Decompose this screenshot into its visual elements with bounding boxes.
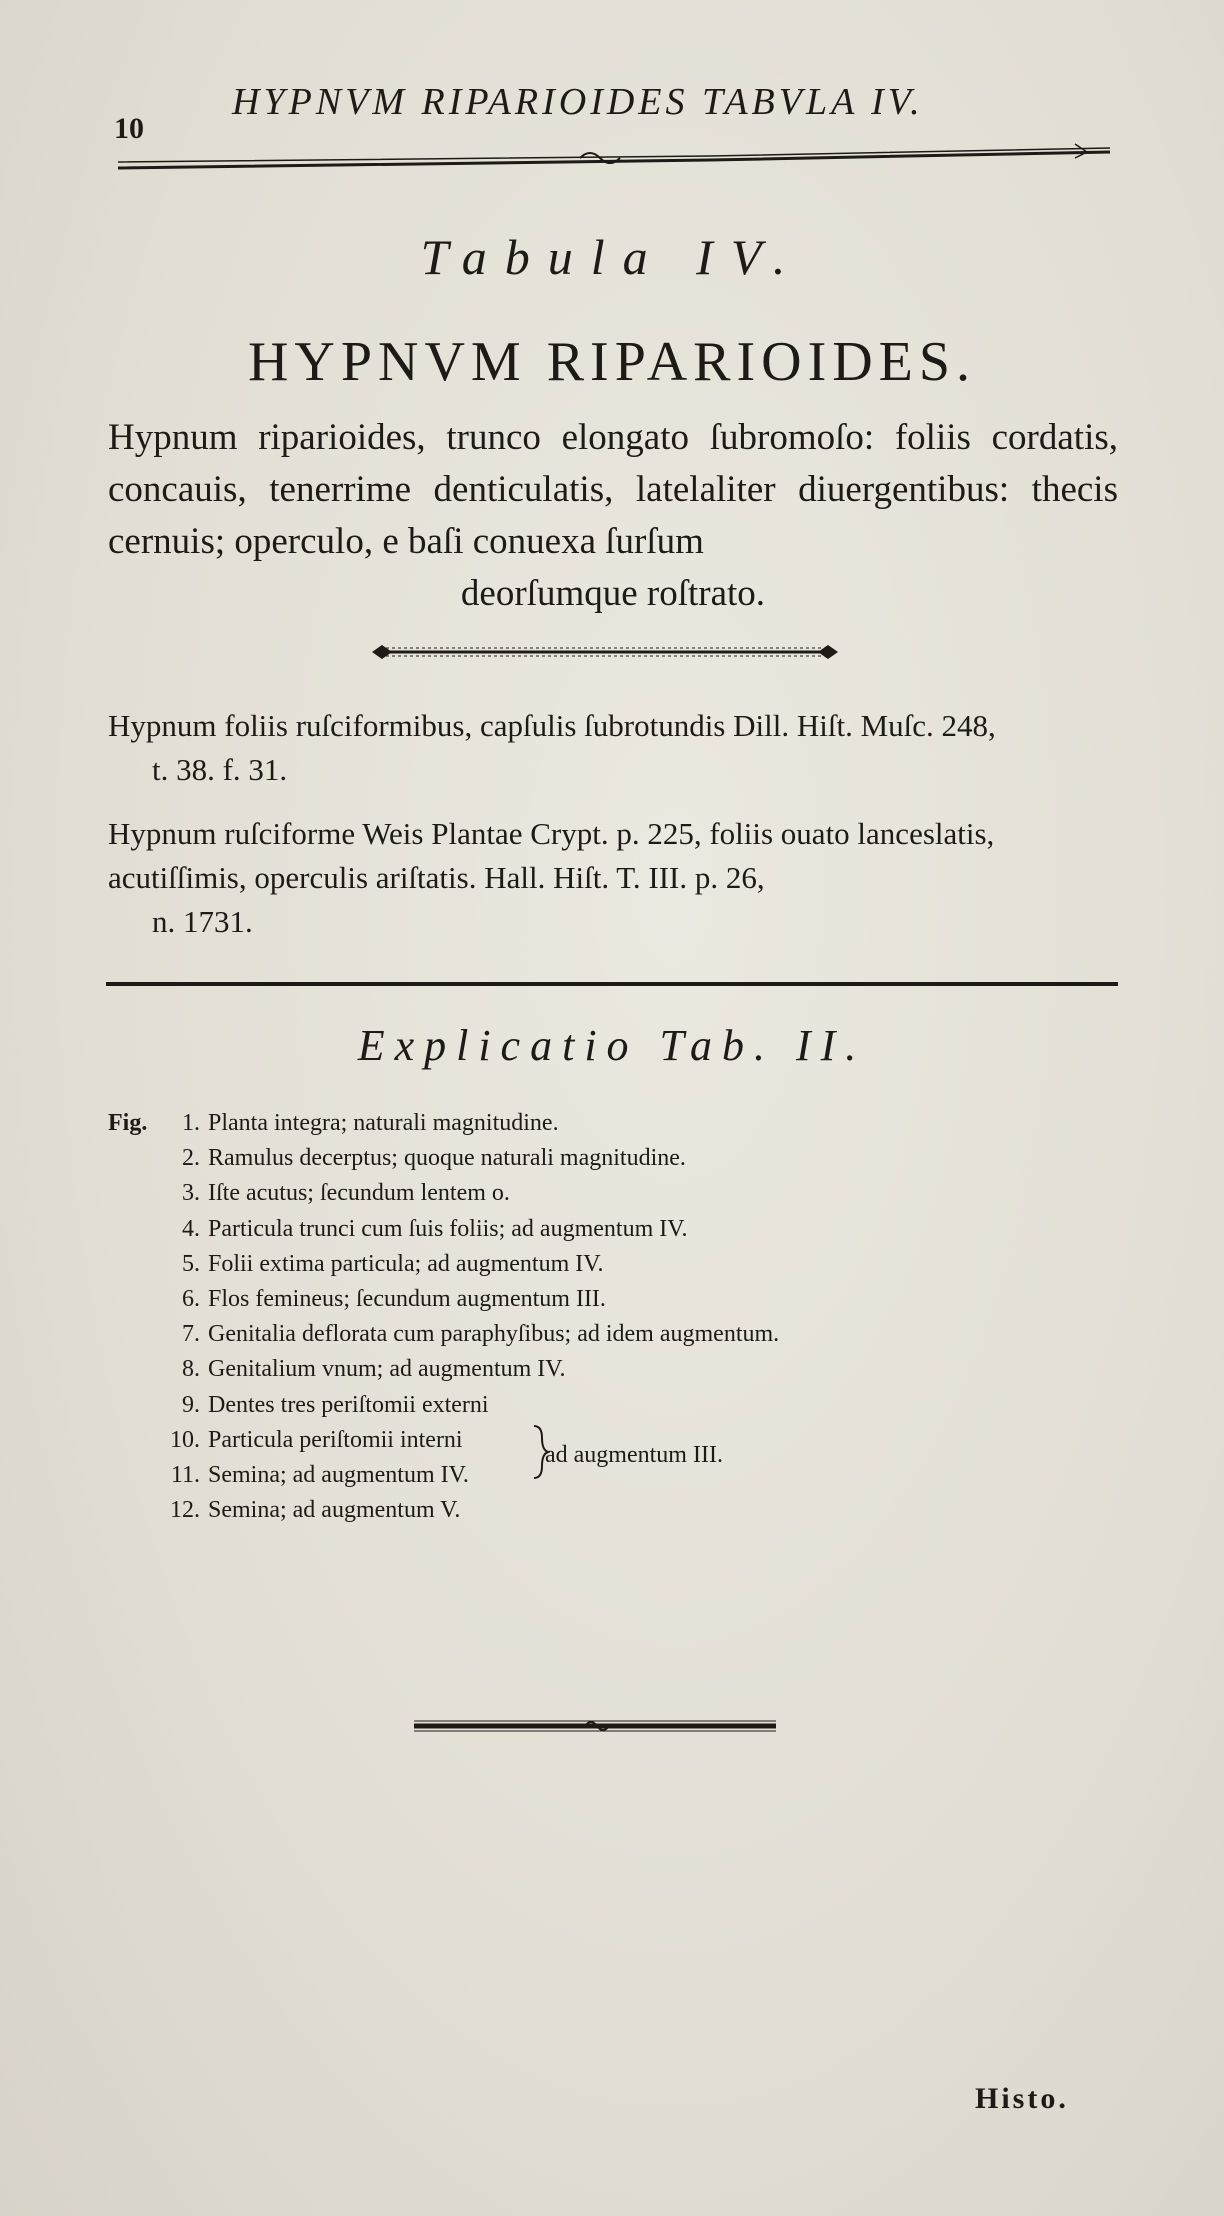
- catchword: Histo.: [975, 2082, 1069, 2115]
- list-item: [108, 1176, 1008, 1211]
- section-rule: [104, 978, 1124, 990]
- synonym-text: Hypnum foliis ruſciformibus, capſulis ſubrotundis Dill. Hiſt. Muſc. 248,: [108, 708, 996, 743]
- item-number: 6.: [182, 1286, 200, 1313]
- synonym-entry: [108, 704, 1118, 792]
- running-title: HYPNVM RIPARIOIDES TABVLA IV.: [232, 81, 924, 123]
- item-text: Particula periſtomii interni: [208, 1426, 463, 1453]
- synonym-entry: [108, 812, 1118, 944]
- item-number: 1.: [182, 1110, 200, 1136]
- item-text: Genitalium vnum; ad augmentum IV.: [208, 1356, 566, 1383]
- list-item: [108, 1212, 1008, 1247]
- item-text: Iſte acutus; ſecundum lentem o.: [208, 1180, 510, 1207]
- list-item: [108, 1317, 1008, 1352]
- tabula-heading: Tabula IV.: [420, 229, 804, 285]
- diagnosis-body: Hypnum riparioides, trunco elongato ſubromoſo: foliis cordatis, concauis, tenerrime denticulatis, latelaliter diuergentibus: thecis cernuis; operculo, e baſi conuexa ſurſum: [108, 417, 1118, 562]
- list-item: [108, 1352, 1008, 1387]
- item-text: Planta integra; naturali magnitudine.: [208, 1110, 559, 1136]
- species-heading: HYPNVM RIPARIOIDES.: [247, 331, 977, 393]
- ornamental-divider: [370, 640, 840, 664]
- item-text: Genitalia deflorata cum paraphyſibus; ad idem augmentum.: [208, 1321, 780, 1348]
- list-item: [108, 1141, 1008, 1176]
- item-text: Dentes tres periſtomii externi: [208, 1391, 489, 1418]
- item-number: 2.: [182, 1145, 200, 1172]
- item-text: Semina; ad augmentum V.: [208, 1497, 461, 1524]
- synonym-continuation: n. 1731.: [152, 904, 253, 939]
- item-number: 3.: [182, 1180, 200, 1207]
- explicatio-heading: Explicatio Tab. II.: [357, 1021, 867, 1070]
- page-number: 10: [114, 112, 144, 145]
- list-item: [108, 1106, 1008, 1141]
- header-rule: [110, 138, 1120, 178]
- item-number: 11.: [170, 1462, 200, 1489]
- item-text: Particula trunci cum ſuis foliis; ad augmentum IV.: [208, 1215, 688, 1242]
- item-number: 8.: [182, 1356, 200, 1383]
- fig-label: Fig.: [108, 1110, 148, 1136]
- species-diagnosis: [108, 412, 1118, 620]
- item-text: Flos femineus; ſecundum augmentum III.: [208, 1286, 606, 1313]
- item-number: 10.: [170, 1426, 200, 1453]
- ornamental-divider: [410, 1716, 780, 1736]
- item-number: 7.: [182, 1321, 200, 1348]
- item-number: 4.: [182, 1215, 200, 1242]
- brace-note: ad augmentum III.: [545, 1442, 723, 1468]
- diagnosis-last-line: deorſumque roſtrato.: [460, 573, 766, 614]
- item-text: Semina; ad augmentum IV.: [208, 1462, 469, 1489]
- list-item: [108, 1493, 1008, 1528]
- synonym-text: Hypnum ruſciforme Weis Plantae Crypt. p. 225, foliis ouato lanceslatis, acutiſſimis, operculis ariſtatis. Hall. Hiſt. T. III. p. 26,: [108, 816, 995, 895]
- item-number: 9.: [182, 1391, 200, 1418]
- list-item: [108, 1388, 1008, 1423]
- list-item: [108, 1247, 1008, 1282]
- synonym-continuation: t. 38. f. 31.: [152, 752, 288, 787]
- item-text: Ramulus decerptus; quoque naturali magnitudine.: [208, 1145, 686, 1172]
- item-number: 12.: [170, 1497, 200, 1524]
- item-text: Folii extima particula; ad augmentum IV.: [208, 1250, 604, 1277]
- list-item: [108, 1282, 1008, 1317]
- item-number: 5.: [182, 1250, 200, 1277]
